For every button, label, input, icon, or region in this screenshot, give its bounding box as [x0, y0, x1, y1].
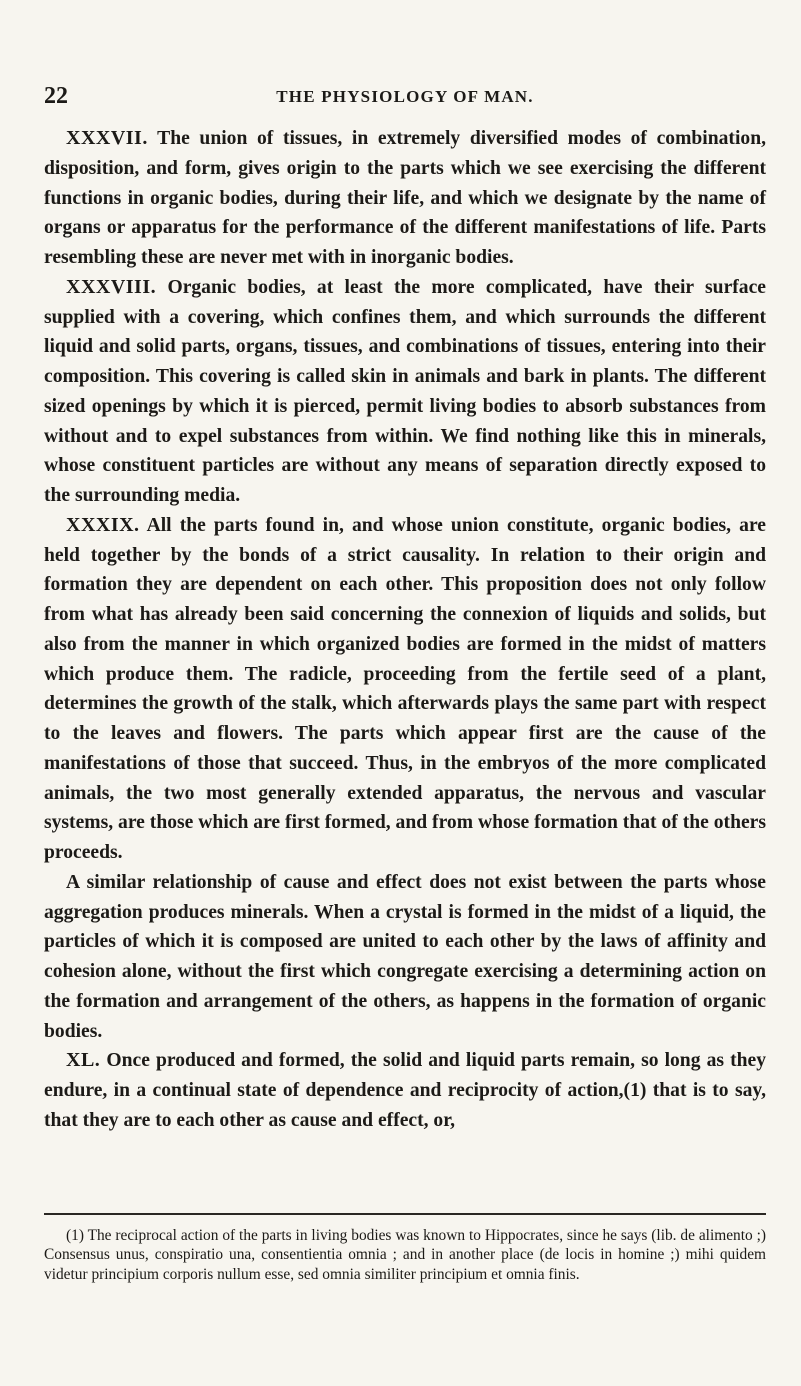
paragraph-text: Once produced and formed, the solid and liquid parts remain, so long as they endure, in a continual state of dependence and reciprocity of action,(1) that is to say, that they are to each other as cause and effect, or,: [44, 1050, 766, 1131]
paragraph-text: All the parts found in, and whose union constitute, organic bodies, are held together by the bonds of a strict causality. In relation to their origin and formation they are dependent on each other. This proposition does not only follow from what has already been said concerning the connexion of liquids and solids, but also from the manner in which organized bodies are formed in the midst of matters which produce them. The radicle, proceeding from the fertile seed of a plant, determines the growth of the stalk, which afterwards plays the same part with respect to the leaves and flowers. The parts which appear first are the cause of the manifestations of those that succeed. Thus, in the embryos of the more complicated animals, the two most generally extended apparatus, the nervous and vascular systems, are those which are first formed, and from whose formation that of the others proceeds.: [44, 514, 766, 863]
running-head: THE PHYSIOLOGY OF MAN.: [276, 87, 534, 106]
page-header: [44, 82, 766, 110]
page-number: 22: [44, 83, 68, 109]
paragraph-text: A similar relationship of cause and effect does not exist between the parts whose aggregation produces minerals. When a crystal is formed in the midst of a liquid, the particles of which it is composed are united to each other by the laws of affinity and cohesion alone, without the first which congregate exercising a determining action on the formation and arrangement of the others, as happens in the formation of organic bodies.: [44, 871, 766, 1042]
footnote: (1) The reciprocal action of the parts in living bodies was known to Hippocrates, since he says (lib. de alimento ;) Consensus unus, conspiratio una, consentientia omnia ; and in another place (de locis in homine ;) mihi quidem videtur principium corporis nullum esse, sed omnia similiter principium et omnia finis.: [44, 1227, 766, 1283]
paragraph-minerals: [44, 868, 766, 1047]
body-text: [44, 124, 766, 1136]
footnote-divider: [44, 1213, 766, 1215]
section-number: XL.: [66, 1049, 101, 1072]
section-number: XXXIX.: [66, 513, 140, 536]
paragraph-xl: [44, 1046, 766, 1135]
paragraph-text: Organic bodies, at least the more complicated, have their surface supplied with a covering, which confines them, and which surrounds the different liquid and solid parts, organs, tissues, and combinations of tissues, entering into their composition. This covering is called skin in animals and bark in plants. The different sized openings by which it is pierced, permit living bodies to absorb substances from without and to expel substances from within. We find nothing like this in minerals, whose constituent particles are without any means of separation directly exposed to the surrounding media.: [44, 276, 766, 506]
paragraph-xxxviii: [44, 273, 766, 511]
paragraph-xxxix: [44, 511, 766, 868]
paragraph-xxxvii: [44, 124, 766, 273]
section-number: XXXVIII.: [66, 275, 157, 298]
paragraph-text: The union of tissues, in extremely diversified modes of combination, disposition, and form, gives origin to the parts which we see exercising the different functions in organic bodies, during their life, and which we designate by the name of organs or apparatus for the performance of the different manifestations of life. Parts resembling these are never met with in inorganic bodies.: [44, 128, 766, 268]
section-number: XXXVII.: [66, 127, 148, 149]
